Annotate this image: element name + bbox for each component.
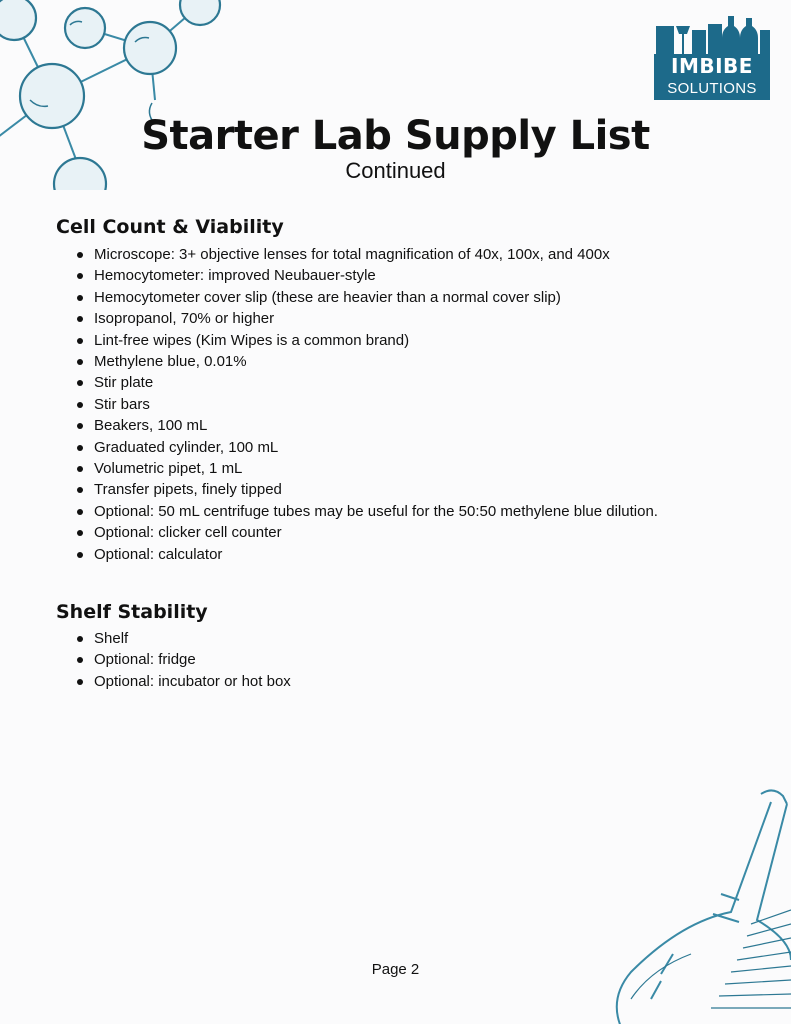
bullet-icon bbox=[77, 636, 83, 642]
bullet-icon bbox=[77, 380, 83, 386]
bottles-icon bbox=[654, 16, 770, 54]
bullet-icon bbox=[77, 657, 83, 663]
list-item: Hemocytometer: improved Neubauer-style bbox=[94, 265, 658, 286]
bullet-icon bbox=[77, 273, 83, 279]
page-number: Page 2 bbox=[371, 961, 420, 978]
list-item: Isopropanol, 70% or higher bbox=[94, 308, 658, 329]
list-item: Optional: incubator or hot box bbox=[94, 671, 291, 692]
list-item: Stir plate bbox=[94, 372, 658, 393]
list-item: Optional: clicker cell counter bbox=[94, 522, 658, 543]
page-subtitle: Continued bbox=[345, 158, 446, 183]
logo-tagline: SOLUTIONS bbox=[654, 78, 770, 100]
imbibe-logo bbox=[654, 16, 770, 100]
logo-wordmark: IMBIBE bbox=[654, 54, 770, 78]
bullet-icon bbox=[77, 466, 83, 472]
flask-illustration bbox=[601, 784, 791, 1024]
list-item: Graduated cylinder, 100 mL bbox=[94, 437, 658, 458]
list-item: Shelf bbox=[94, 628, 291, 649]
list-item: Methylene blue, 0.01% bbox=[94, 351, 658, 372]
bullet-icon bbox=[77, 338, 83, 344]
bullet-icon bbox=[77, 402, 83, 408]
list-item: Microscope: 3+ objective lenses for total magnification of 40x, 100x, and 400x bbox=[94, 244, 658, 265]
shelf-stability-list bbox=[94, 628, 291, 692]
bullet-icon bbox=[77, 487, 83, 493]
section-heading-shelf-stability: Shelf Stability bbox=[56, 601, 208, 623]
bullet-icon bbox=[77, 530, 83, 536]
list-item: Transfer pipets, finely tipped bbox=[94, 479, 658, 500]
list-item: Volumetric pipet, 1 mL bbox=[94, 458, 658, 479]
list-item: Optional: fridge bbox=[94, 649, 291, 670]
section-heading-cell-count: Cell Count & Viability bbox=[56, 216, 284, 238]
list-item: Stir bars bbox=[94, 394, 658, 415]
bullet-icon bbox=[77, 679, 83, 685]
cell-count-list bbox=[94, 244, 658, 565]
bullet-icon bbox=[77, 509, 83, 515]
bullet-icon bbox=[77, 359, 83, 365]
bullet-icon bbox=[77, 316, 83, 322]
list-item: Beakers, 100 mL bbox=[94, 415, 658, 436]
bullet-icon bbox=[77, 552, 83, 558]
bullet-icon bbox=[77, 252, 83, 258]
list-item: Optional: calculator bbox=[94, 544, 658, 565]
bullet-icon bbox=[77, 445, 83, 451]
bullet-icon bbox=[77, 423, 83, 429]
page-title: Starter Lab Supply List bbox=[141, 113, 650, 159]
list-item: Hemocytometer cover slip (these are heavier than a normal cover slip) bbox=[94, 287, 658, 308]
bullet-icon bbox=[77, 295, 83, 301]
list-item: Lint-free wipes (Kim Wipes is a common brand) bbox=[94, 330, 658, 351]
list-item: Optional: 50 mL centrifuge tubes may be useful for the 50:50 methylene blue dilution. bbox=[94, 501, 658, 522]
